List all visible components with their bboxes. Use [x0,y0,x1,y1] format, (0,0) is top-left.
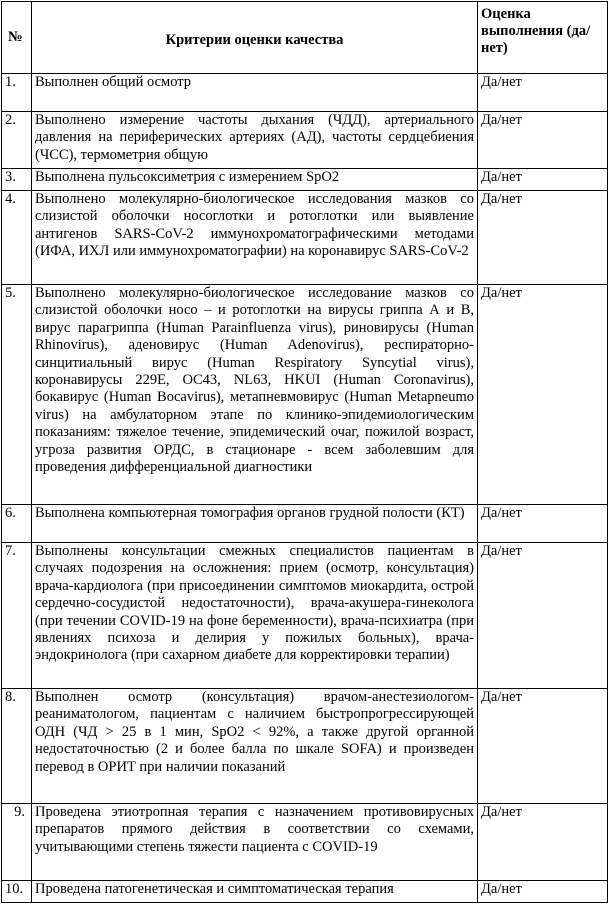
row-grade: Да/нет [478,543,608,689]
table-row [2,689,608,804]
header-grade: Оценка выполнения (да/нет) [478,2,608,74]
row-number: 10. [2,881,32,903]
table-row [2,285,608,505]
row-grade: Да/нет [478,74,608,112]
row-number: 1. [2,74,32,112]
row-number: 8. [2,689,32,804]
row-number: 5. [2,285,32,505]
row-number: 2. [2,112,32,169]
row-grade: Да/нет [478,505,608,543]
row-grade: Да/нет [478,191,608,285]
row-criterion: Проведена патогенетическая и симптоматическая терапия [32,881,478,903]
row-criterion: Выполнена пульсоксиметрия с измерением SpO2 [32,169,478,191]
row-criterion: Выполнено измерение частоты дыхания (ЧДД), артериального давления на периферических артериях (АД), частоты сердцебиения (ЧСС), термометрия общую [32,112,478,169]
row-criterion: Выполнены консультации смежных специалистов пациентам в случаях подозрения на осложнения: прием (осмотр, консультация) врача-кардиолога (при присоединении симптомов миокардита, острой сердечно-сосудистой недостаточности), врача-акушера-гинеколога (при течении COVID-19 на фоне беременности), врача-психиатра (при явлениях психоза и делирия у пожилых больных), врача-эндокринолога (при сахарном диабете для корректировки терапии) [32,543,478,689]
table-row [2,191,608,285]
row-grade: Да/нет [478,804,608,881]
table-row [2,112,608,169]
table-row [2,74,608,112]
row-number: 6. [2,505,32,543]
row-grade: Да/нет [478,285,608,505]
table-row [2,804,608,881]
header-row [2,2,608,74]
row-criterion: Выполнено молекулярно-биологическое исследования мазков со слизистой оболочки носоглотки и ротоглотки или выявление антигенов SARS-CoV-2 иммунохроматографическими методами (ИФА, ИХЛ или иммунохроматографии) на коронавирус SARS-CoV-2 [32,191,478,285]
row-grade: Да/нет [478,881,608,903]
header-number: № [2,2,32,74]
table-row [2,505,608,543]
row-number: 7. [2,543,32,689]
header-criteria: Критерии оценки качества [32,2,478,74]
row-criterion: Выполнено молекулярно-биологическое исследование мазков со слизистой оболочки носо – и ротоглотки на вирусы гриппа А и В, вирус парагриппа (Human Parainfluenza virus), риновирусы (Human Rhinovirus), аденовирус (Human Adenovirus), респираторно-синцитиальный вирус (Human Respiratory Syncytial virus), коронавирусы 229E, OC43, NL63, HKUI (Human Coronavirus), бокавирус (Human Bocavirus), метапневмовирус (Human Metapneumo virus) на амбулаторном этапе по клинико-эпидемиологическим показаниям: тяжелое течение, эпидемический очаг, пожилой возраст, угроза развития ОРДС, в стационаре - всем заболевшим для проведения дифференциальной диагностики [32,285,478,505]
table-row [2,169,608,191]
row-grade: Да/нет [478,169,608,191]
row-grade: Да/нет [478,112,608,169]
row-number: 4. [2,191,32,285]
row-number: 3. [2,169,32,191]
row-grade: Да/нет [478,689,608,804]
row-criterion: Выполнена компьютерная томография органов грудной полости (КТ) [32,505,478,543]
table-row [2,543,608,689]
quality-criteria-table [1,1,608,903]
table-row [2,881,608,903]
row-criterion: Выполнен осмотр (консультация) врачом-анестезиологом-реаниматологом, пациентам с наличием быстропрогрессирующей ОДН (ЧД > 25 в 1 мин, SpO2 < 92%, а также другой органной недостаточностью (2 и более балла по шкале SOFA) и произведен перевод в ОРИТ при наличии показаний [32,689,478,804]
row-number: 9. [2,804,32,881]
row-criterion: Проведена этиотропная терапия с назначением противовирусных препаратов прямого действия в соответствии со схемами, учитывающими степень тяжести пациента с COVID-19 [32,804,478,881]
row-criterion: Выполнен общий осмотр [32,74,478,112]
